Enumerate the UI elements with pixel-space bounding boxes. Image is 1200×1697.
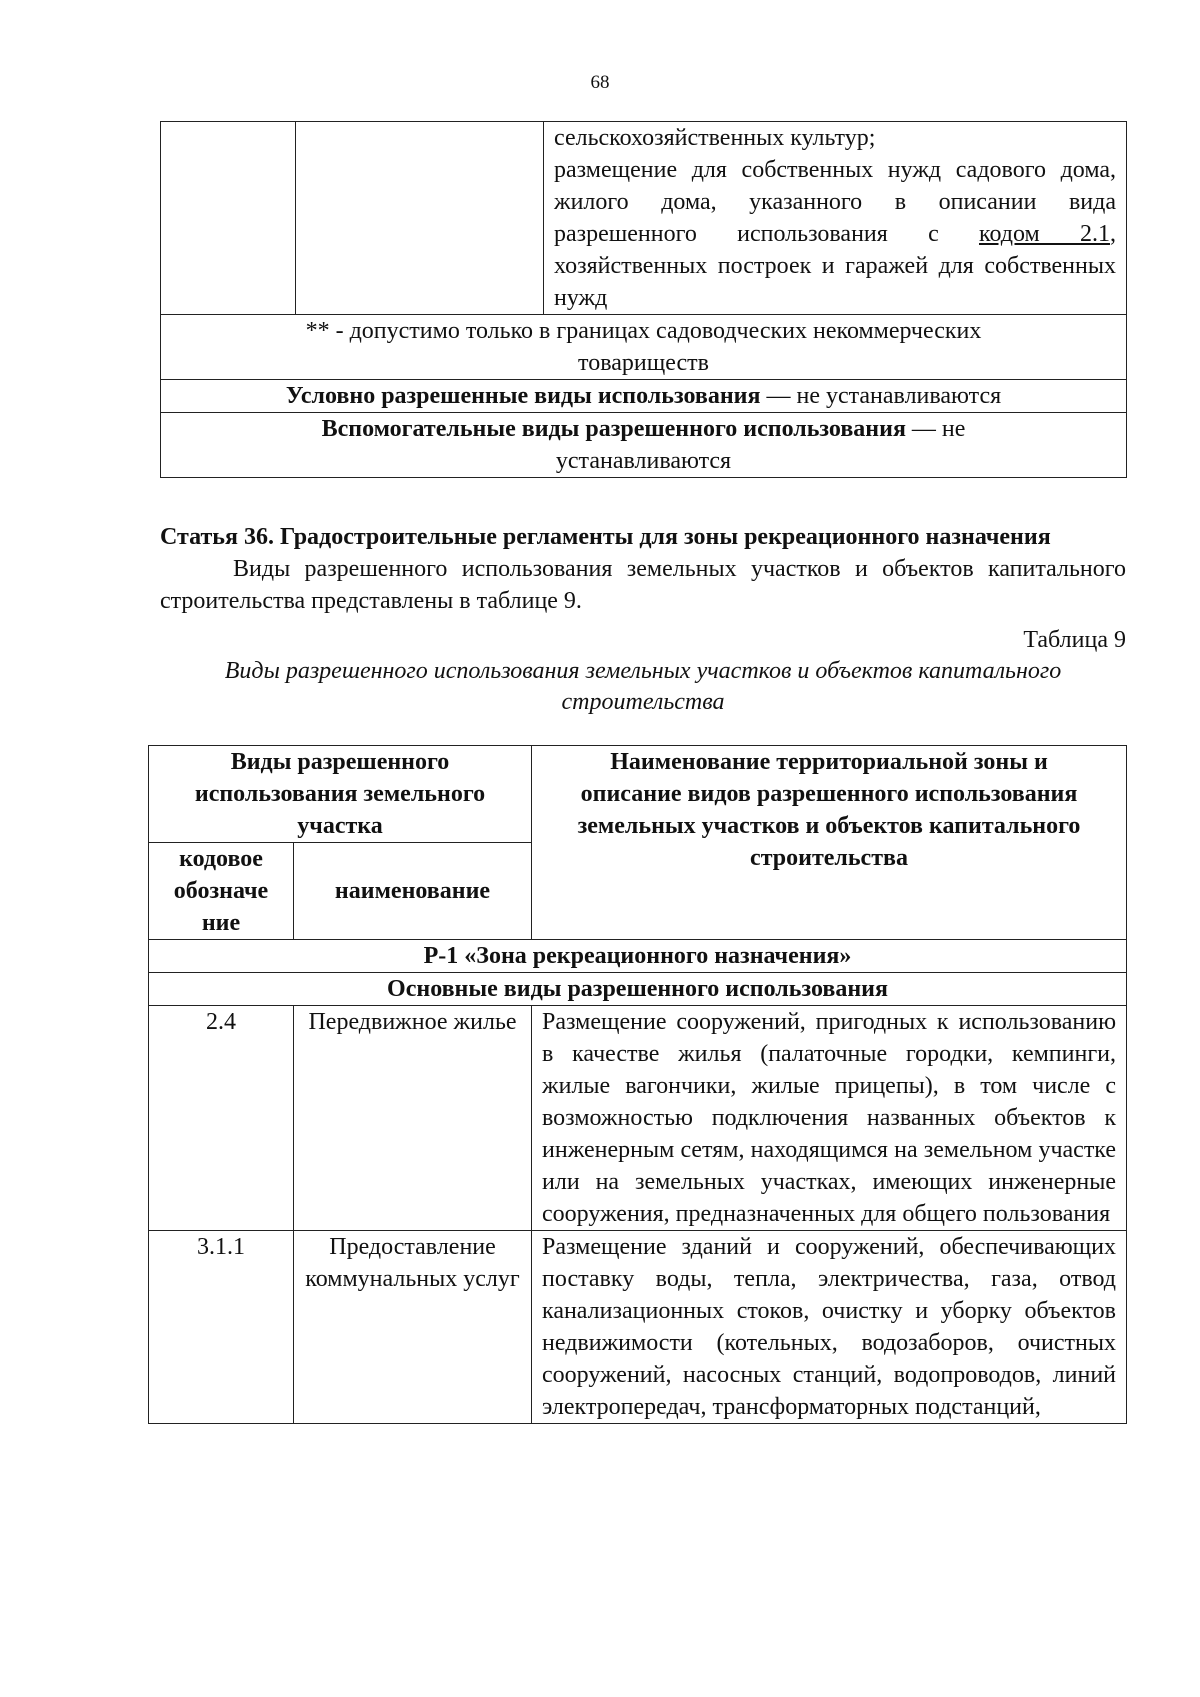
continued-row [161,122,1127,315]
description-text: , хозяйственных построек и гаражей для собственных нужд [554,221,1116,311]
article-section [160,521,1126,718]
header-row [149,746,1127,843]
row-description: Размещение зданий и сооружений, обеспечивающих поставку воды, тепла, электричества, газа, отвод канализационных стоков, очистку и уборку объектов недвижимости (котельных, водозаборов, очистных сооружений, насосных станций, водопроводов, линий электропередач, трансформаторных подстанций, [532,1231,1127,1424]
article-body: Виды разрешенного использования земельных участков и объектов капитального строительства представлены в таблице 9. [160,556,1126,614]
description-text: размещение для собственных нужд садового дома, жилого дома, указанного в описании вида разрешенного использования с [554,157,1116,247]
row-name: Предоставление коммунальных услуг [294,1231,532,1424]
header-code: кодовое обозначе ние [149,843,294,940]
table-caption: Виды разрешенного использования земельных участков и объектов капитального строительства [224,658,1062,715]
main-types-row [149,973,1127,1006]
description-paragraph [554,154,1116,314]
auxiliary-row [161,413,1127,478]
description-line: сельскохозяйственных культур; [554,125,876,151]
conditional-value: — не устанавливаются [760,383,1002,409]
article-heading: Статья 36. Градостроительные регламенты для зоны рекреационного назначения [160,524,1051,550]
footnote: ** - допустимо только в границах садоводческих некоммерческих товариществ [161,315,1127,380]
empty-cell [296,122,544,315]
auxiliary-value: — не устанавливаются [555,416,966,474]
table-number: Таблица 9 [1023,627,1126,653]
header-left: Виды разрешенного использования земельного участка [149,746,532,843]
empty-cell [161,122,296,315]
header-name: наименование [294,843,532,940]
header-right: Наименование территориальной зоны и описание видов разрешенного использования земельных участков и объектов капитального строительства [532,746,1127,940]
continued-table [160,121,1127,478]
page-number: 68 [590,72,610,93]
conditional-label: Условно разрешенные виды использования [285,383,761,409]
zone-table [148,745,1127,1424]
row-code: 3.1.1 [149,1231,294,1424]
zone-title-row [149,940,1127,973]
table-row [149,1006,1127,1231]
auxiliary-types [161,413,1127,478]
row-code: 2.4 [149,1006,294,1231]
table-row [149,1231,1127,1424]
row-name: Передвижное жилье [294,1006,532,1231]
continued-description [544,122,1127,315]
auxiliary-label: Вспомогательные виды разрешенного использования [321,416,906,442]
conditional-row [161,380,1127,413]
code-link[interactable]: кодом 2.1 [979,221,1110,247]
row-description: Размещение сооружений, пригодных к использованию в качестве жилья (палаточные городки, кемпинги, жилые вагончики, жилые прицепы), в том числе с возможностью подключения названных объектов к инженерным сетям, находящимся на земельном участке или на земельных участках, имеющих инженерные сооружения, предназначенных для общего пользования [532,1006,1127,1231]
zone-title: Р-1 «Зона рекреационного назначения» [149,940,1127,973]
conditional-types [161,380,1127,413]
footnote-row [161,315,1127,380]
main-types-title: Основные виды разрешенного использования [149,973,1127,1006]
